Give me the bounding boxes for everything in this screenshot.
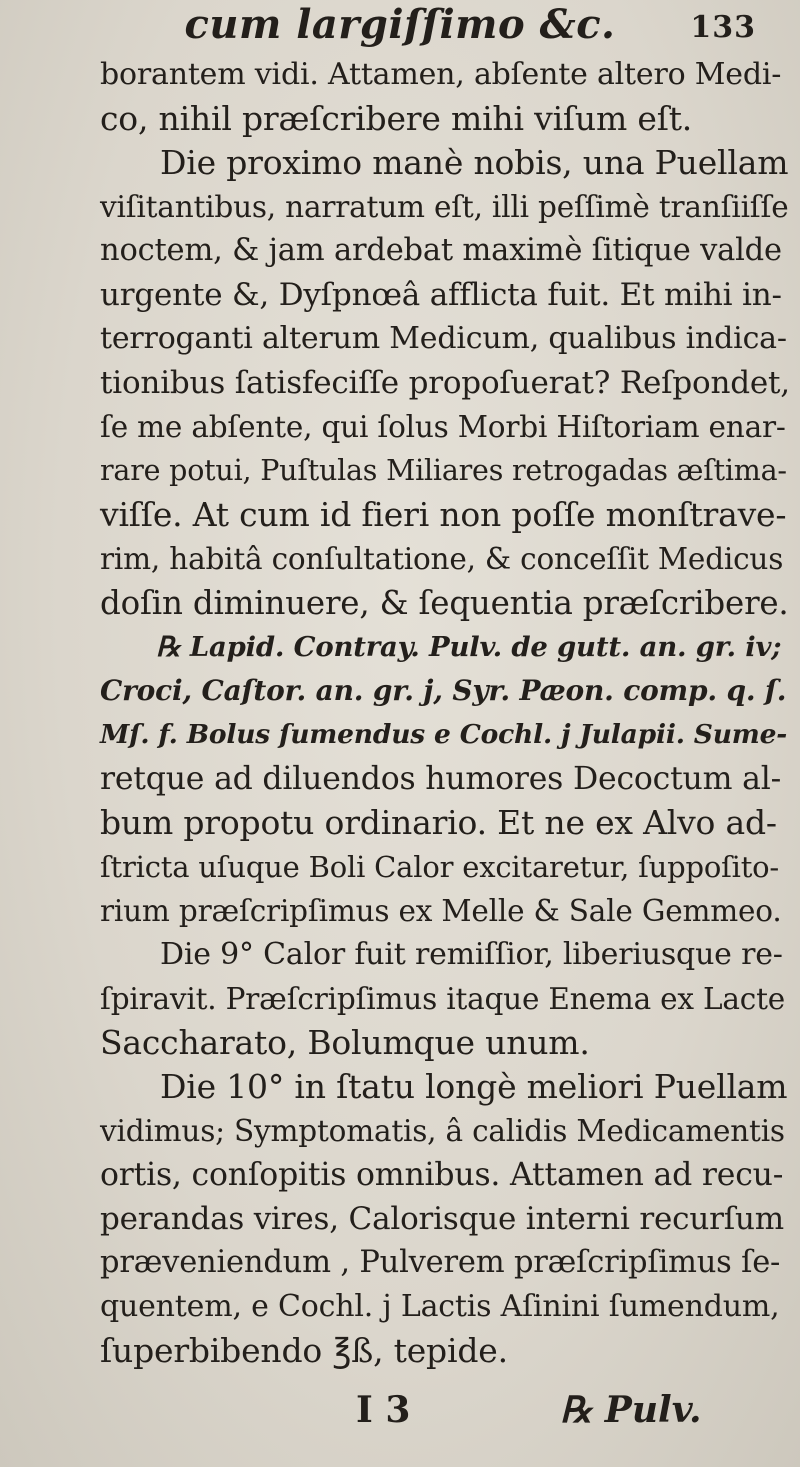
text-line: ſe me abſente, qui ſolus Morbi Hiſtoriam enar- [100,410,786,444]
page-header [0,0,800,50]
page-number: 133 [690,10,756,45]
text-line: vidimus; Symptomatis, â calidis Medicamentis [100,1114,785,1148]
text-line: ſpiravit. Præſcripſimus itaque Enema ex Lacte [100,982,786,1016]
page-footer [0,1385,800,1435]
text-line: quentem, e Cochl. j Lactis Aſinini ſumendum, [100,1289,780,1324]
signature-mark: I 3 [356,1389,411,1431]
text-line: viſitantibus, narratum eſt, illi peſſimè tranſiiſſe [100,190,789,224]
text-line: ortis, conſopitis omnibus. Attamen ad recu- [100,1157,784,1193]
text-line: bum propotu ordinario. Et ne ex Alvo ad- [100,803,777,842]
text-line: ſtricta uſuque Boli Calor excitaretur, ſuppoſito- [100,850,780,884]
text-line: perandas vires, Calorisque interni recurſum [100,1201,784,1237]
text-line: rare potui, Puſtulas Miliares retrogadas æſtima- [100,454,787,487]
text-line: præveniendum , Pulverem præſcripſimus ſe- [100,1245,781,1280]
text-line: doſin diminuere, & ſequentia præſcribere. [100,584,789,622]
running-title: cum largiſſimo &c. [184,1,616,48]
text-line: retque ad diluendos humores Decoctum al- [100,761,782,797]
text-line: Saccharato, Bolumque unum. [100,1023,590,1062]
text-line: tionibus ſatisfeciſſe propoſuerat? Reſpondet, [100,365,790,401]
prescription-line: Croci, Caſtor. an. gr. j, Syr. Pæon. comp. q. ſ. [100,674,787,707]
text-line: borantem vidi. Attamen, abſente altero Medi- [100,57,782,92]
text-line: Die 10° in ſtatu longè meliori Puellam [160,1067,788,1106]
text-line: viſſe. At cum id fieri non poſſe monſtrave- [100,495,787,534]
text-line: Die proximo manè nobis, una Puellam [160,143,789,182]
text-line: ſuperbibendo ℥ß, tepide. [100,1331,508,1370]
prescription-line: ℞ Lapid. Contray. Pulv. de gutt. an. gr. iv; [156,631,782,663]
text-line: co, nihil præſcribere mihi viſum eſt. [100,99,693,138]
text-line: terroganti alterum Medicum, qualibus indica- [100,321,787,356]
text-line: noctem, & jam ardebat maximè ſitique valde [100,233,782,268]
text-line: urgente &, Dyſpnœâ afflicta fuit. Et mihi in- [100,277,782,313]
text-line: rim, habitâ conſultatione, & conceſſit Medicus [100,542,784,576]
catchword: ℞ Pulv. [560,1389,702,1431]
prescription-line: Mſ. f. Bolus ſumendus e Cochl. j Julapii. Sume- [100,719,788,750]
text-line: Die 9° Calor fuit remiſſior, liberiusque re- [160,937,783,972]
text-line: rium præſcripſimus ex Melle & Sale Gemmeo. [100,894,782,928]
